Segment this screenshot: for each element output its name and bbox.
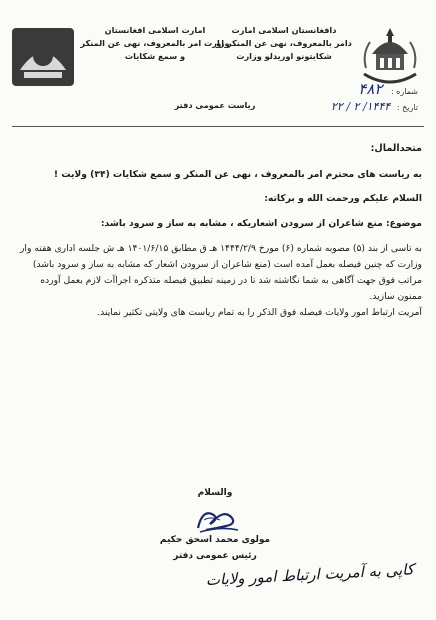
letterhead-dari (80, 24, 230, 63)
letterhead-line: دافغانستان اسلامی امارت (231, 25, 337, 35)
signer-title: رئیس عمومی دفتر (173, 551, 257, 561)
letterhead-line: وزارت امر بالمعروف، نهی عن المنکر (80, 38, 230, 48)
office-name: ریاست عمومی دفتر (174, 100, 256, 110)
closing-salutation: والسلام (197, 488, 233, 498)
handwritten-note: کاپی به آمریت ارتباط امور ولایات (205, 560, 415, 590)
ministry-logo-icon (10, 26, 76, 88)
letterhead (0, 18, 436, 133)
letterhead-line: دامر بالمعروف، نهی عن المنکر او (216, 38, 352, 48)
letterhead-line: شکایتونو اوریدلو وزارت (236, 51, 332, 61)
number-value: ۴۸۲ (358, 80, 383, 98)
body-paragraph: آمریت ارتباط امور ولایات فیصله فوق الذکر را به تمام ریاست های ولایتی تکثیر نمایند. (97, 306, 422, 318)
subject-line: موضوع: منع شاعران از سرودن اشعاریکه ، مشابه به ساز و سرود باشد: (100, 217, 422, 229)
letterhead-line: و سمع شکایات (124, 51, 186, 61)
distribution-label: متحدالمال: (370, 143, 422, 154)
signature-icon (140, 500, 290, 538)
divider (12, 126, 424, 127)
date-label: تاریخ : (396, 103, 418, 112)
date-value: ۱۴۴۴/ ۲ / ۲۲ (331, 100, 391, 113)
letter-body (14, 142, 422, 321)
letterhead-line: امارت اسلامی افغانستان (104, 25, 206, 35)
document-date (331, 100, 418, 113)
document-number (308, 80, 418, 98)
body-paragraph: به تاسی از بند (۵) مصوبه شماره (۶) مورخ ۱۴۴۴/۲/۹ هـ ق مطابق ۱۴۰۱/۶/۱۵ هـ ش جلسه اداری هفته وار وزارت که چنین فیصله بعمل آمده است (منع شاعران از سرودن اشعار که مشابه به ساز و سرود باشد) مراتب فوق جهت آگاهی به شما نگاشته شد تا در زمینه تطبیق فیصله متذکره اجراآت لازم بعمل آورده ممنون سازید. (20, 242, 422, 302)
addressee: به ریاست های محترم امر بالمعروف ، نهی عن المنکر و سمع شکایات (۳۴) ولایت ! (53, 169, 422, 181)
greeting: السلام علیکم ورحمت الله و برکاته: (264, 193, 422, 205)
number-label: شماره : (390, 87, 418, 96)
letterhead-pashto (214, 24, 354, 63)
signer-name: مولوی محمد اسحق حکیم (159, 535, 271, 545)
